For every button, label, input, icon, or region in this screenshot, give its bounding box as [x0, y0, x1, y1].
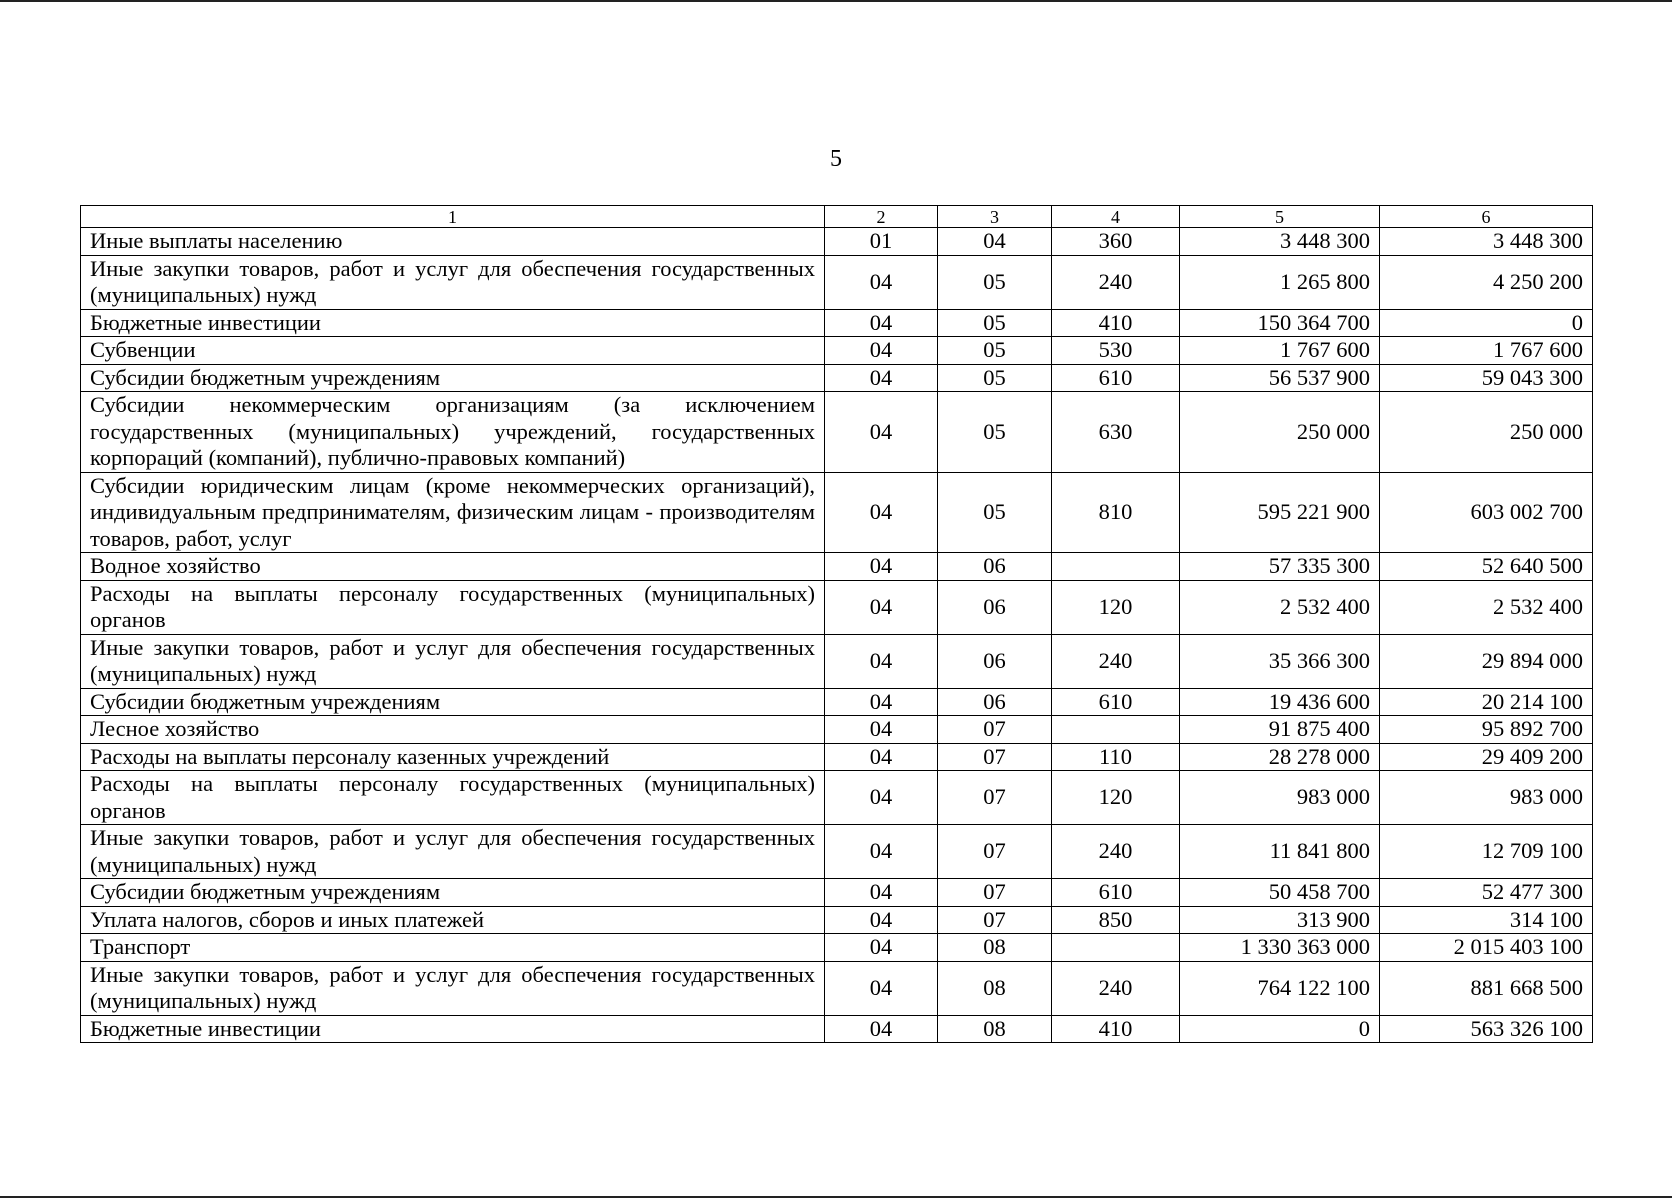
table-row — [81, 309, 1593, 337]
section-code-cell: 04 — [825, 553, 938, 581]
subsection-code-cell: 07 — [938, 743, 1052, 771]
subsection-code-cell: 07 — [938, 716, 1052, 744]
expense-name-cell: Расходы на выплаты персоналу государственных (муниципальных) органов — [81, 580, 825, 634]
table-row — [81, 825, 1593, 879]
expense-type-code-cell: 530 — [1052, 337, 1180, 365]
amount-cell: 29 894 000 — [1380, 634, 1593, 688]
expense-type-code-cell: 120 — [1052, 771, 1180, 825]
expense-type-code-cell: 610 — [1052, 364, 1180, 392]
column-header: 6 — [1380, 206, 1593, 228]
amount-cell: 1 767 600 — [1380, 337, 1593, 365]
amount-cell: 3 448 300 — [1380, 228, 1593, 256]
expense-name-cell: Иные закупки товаров, работ и услуг для обеспечения государственных (муниципальных) нужд — [81, 825, 825, 879]
table-row — [81, 580, 1593, 634]
expense-type-code-cell: 240 — [1052, 825, 1180, 879]
section-code-cell: 04 — [825, 825, 938, 879]
expense-name-cell: Субсидии бюджетным учреждениям — [81, 688, 825, 716]
expense-name-cell: Иные выплаты населению — [81, 228, 825, 256]
table-row — [81, 688, 1593, 716]
amount-cell: 313 900 — [1180, 906, 1380, 934]
expense-name-cell: Субсидии бюджетным учреждениям — [81, 364, 825, 392]
expense-name-cell: Уплата налогов, сборов и иных платежей — [81, 906, 825, 934]
table-row — [81, 1015, 1593, 1043]
column-header: 2 — [825, 206, 938, 228]
subsection-code-cell: 07 — [938, 825, 1052, 879]
amount-cell: 2 532 400 — [1380, 580, 1593, 634]
expense-type-code-cell: 240 — [1052, 961, 1180, 1015]
expense-name-cell: Субвенции — [81, 337, 825, 365]
amount-cell: 20 214 100 — [1380, 688, 1593, 716]
expense-name-cell: Иные закупки товаров, работ и услуг для обеспечения государственных (муниципальных) нужд — [81, 634, 825, 688]
column-header: 5 — [1180, 206, 1380, 228]
amount-cell: 50 458 700 — [1180, 879, 1380, 907]
amount-cell: 52 640 500 — [1380, 553, 1593, 581]
amount-cell: 1 767 600 — [1180, 337, 1380, 365]
subsection-code-cell: 05 — [938, 337, 1052, 365]
amount-cell: 91 875 400 — [1180, 716, 1380, 744]
amount-cell: 0 — [1380, 309, 1593, 337]
amount-cell: 3 448 300 — [1180, 228, 1380, 256]
expense-type-code-cell: 120 — [1052, 580, 1180, 634]
table-row — [81, 879, 1593, 907]
column-header: 3 — [938, 206, 1052, 228]
table-row — [81, 392, 1593, 473]
section-code-cell: 04 — [825, 961, 938, 1015]
expense-type-code-cell: 110 — [1052, 743, 1180, 771]
amount-cell: 983 000 — [1180, 771, 1380, 825]
section-code-cell: 04 — [825, 879, 938, 907]
amount-cell: 59 043 300 — [1380, 364, 1593, 392]
section-code-cell: 04 — [825, 688, 938, 716]
expense-type-code-cell: 410 — [1052, 1015, 1180, 1043]
section-code-cell: 04 — [825, 255, 938, 309]
amount-cell: 314 100 — [1380, 906, 1593, 934]
amount-cell: 19 436 600 — [1180, 688, 1380, 716]
expense-name-cell: Субсидии некоммерческим организациям (за исключением государственных (муниципальных) учреждений, государственных корпораций (компаний), публично-правовых компаний) — [81, 392, 825, 473]
amount-cell: 0 — [1180, 1015, 1380, 1043]
section-code-cell: 04 — [825, 364, 938, 392]
subsection-code-cell: 08 — [938, 934, 1052, 962]
subsection-code-cell: 05 — [938, 472, 1052, 553]
amount-cell: 250 000 — [1180, 392, 1380, 473]
amount-cell: 29 409 200 — [1380, 743, 1593, 771]
amount-cell: 563 326 100 — [1380, 1015, 1593, 1043]
column-header: 1 — [81, 206, 825, 228]
amount-cell: 52 477 300 — [1380, 879, 1593, 907]
expense-type-code-cell — [1052, 553, 1180, 581]
subsection-code-cell: 05 — [938, 255, 1052, 309]
section-code-cell: 04 — [825, 392, 938, 473]
table-row — [81, 934, 1593, 962]
section-code-cell: 04 — [825, 743, 938, 771]
expense-name-cell: Расходы на выплаты персоналу казенных учреждений — [81, 743, 825, 771]
section-code-cell: 01 — [825, 228, 938, 256]
subsection-code-cell: 07 — [938, 906, 1052, 934]
table-row — [81, 743, 1593, 771]
amount-cell: 150 364 700 — [1180, 309, 1380, 337]
amount-cell: 1 330 363 000 — [1180, 934, 1380, 962]
expense-type-code-cell: 610 — [1052, 688, 1180, 716]
scan-top-edge — [0, 0, 1672, 2]
amount-cell: 11 841 800 — [1180, 825, 1380, 879]
page-number: 5 — [830, 146, 842, 172]
expense-type-code-cell: 360 — [1052, 228, 1180, 256]
table-row — [81, 472, 1593, 553]
section-code-cell: 04 — [825, 337, 938, 365]
amount-cell: 603 002 700 — [1380, 472, 1593, 553]
section-code-cell: 04 — [825, 771, 938, 825]
subsection-code-cell: 06 — [938, 553, 1052, 581]
amount-cell: 250 000 — [1380, 392, 1593, 473]
section-code-cell: 04 — [825, 1015, 938, 1043]
subsection-code-cell: 05 — [938, 309, 1052, 337]
amount-cell: 2 015 403 100 — [1380, 934, 1593, 962]
amount-cell: 1 265 800 — [1180, 255, 1380, 309]
table-row — [81, 228, 1593, 256]
expense-type-code-cell — [1052, 716, 1180, 744]
subsection-code-cell: 06 — [938, 688, 1052, 716]
expense-type-code-cell: 240 — [1052, 634, 1180, 688]
scan-bottom-edge — [0, 1196, 1672, 1198]
subsection-code-cell: 05 — [938, 392, 1052, 473]
expense-name-cell: Транспорт — [81, 934, 825, 962]
column-header: 4 — [1052, 206, 1180, 228]
table-row — [81, 771, 1593, 825]
expense-name-cell: Субсидии бюджетным учреждениям — [81, 879, 825, 907]
expense-type-code-cell: 850 — [1052, 906, 1180, 934]
budget-table — [80, 205, 1593, 1043]
expense-name-cell: Расходы на выплаты персоналу государственных (муниципальных) органов — [81, 771, 825, 825]
section-code-cell: 04 — [825, 309, 938, 337]
amount-cell: 28 278 000 — [1180, 743, 1380, 771]
expense-type-code-cell: 630 — [1052, 392, 1180, 473]
section-code-cell: 04 — [825, 906, 938, 934]
amount-cell: 764 122 100 — [1180, 961, 1380, 1015]
amount-cell: 35 366 300 — [1180, 634, 1380, 688]
table-row — [81, 634, 1593, 688]
amount-cell: 2 532 400 — [1180, 580, 1380, 634]
subsection-code-cell: 08 — [938, 1015, 1052, 1043]
amount-cell: 12 709 100 — [1380, 825, 1593, 879]
amount-cell: 95 892 700 — [1380, 716, 1593, 744]
amount-cell: 595 221 900 — [1180, 472, 1380, 553]
expense-name-cell: Лесное хозяйство — [81, 716, 825, 744]
section-code-cell: 04 — [825, 934, 938, 962]
expense-name-cell: Иные закупки товаров, работ и услуг для обеспечения государственных (муниципальных) нужд — [81, 961, 825, 1015]
section-code-cell: 04 — [825, 716, 938, 744]
section-code-cell: 04 — [825, 634, 938, 688]
table-row — [81, 906, 1593, 934]
expense-name-cell: Иные закупки товаров, работ и услуг для обеспечения государственных (муниципальных) нужд — [81, 255, 825, 309]
expense-type-code-cell: 240 — [1052, 255, 1180, 309]
subsection-code-cell: 08 — [938, 961, 1052, 1015]
table-row — [81, 337, 1593, 365]
subsection-code-cell: 06 — [938, 580, 1052, 634]
expense-name-cell: Субсидии юридическим лицам (кроме некоммерческих организаций), индивидуальным предпринимателям, физическим лицам - производителям товаров, работ, услуг — [81, 472, 825, 553]
expense-type-code-cell: 410 — [1052, 309, 1180, 337]
subsection-code-cell: 04 — [938, 228, 1052, 256]
amount-cell: 57 335 300 — [1180, 553, 1380, 581]
table-row — [81, 364, 1593, 392]
amount-cell: 983 000 — [1380, 771, 1593, 825]
subsection-code-cell: 05 — [938, 364, 1052, 392]
expense-type-code-cell: 610 — [1052, 879, 1180, 907]
section-code-cell: 04 — [825, 580, 938, 634]
subsection-code-cell: 07 — [938, 771, 1052, 825]
table-row — [81, 961, 1593, 1015]
expense-name-cell: Бюджетные инвестиции — [81, 1015, 825, 1043]
table-row — [81, 716, 1593, 744]
table-header-row — [81, 206, 1593, 228]
table-row — [81, 255, 1593, 309]
subsection-code-cell: 06 — [938, 634, 1052, 688]
table-row — [81, 553, 1593, 581]
subsection-code-cell: 07 — [938, 879, 1052, 907]
section-code-cell: 04 — [825, 472, 938, 553]
amount-cell: 56 537 900 — [1180, 364, 1380, 392]
amount-cell: 881 668 500 — [1380, 961, 1593, 1015]
expense-type-code-cell — [1052, 934, 1180, 962]
amount-cell: 4 250 200 — [1380, 255, 1593, 309]
expense-name-cell: Водное хозяйство — [81, 553, 825, 581]
expense-name-cell: Бюджетные инвестиции — [81, 309, 825, 337]
expense-type-code-cell: 810 — [1052, 472, 1180, 553]
